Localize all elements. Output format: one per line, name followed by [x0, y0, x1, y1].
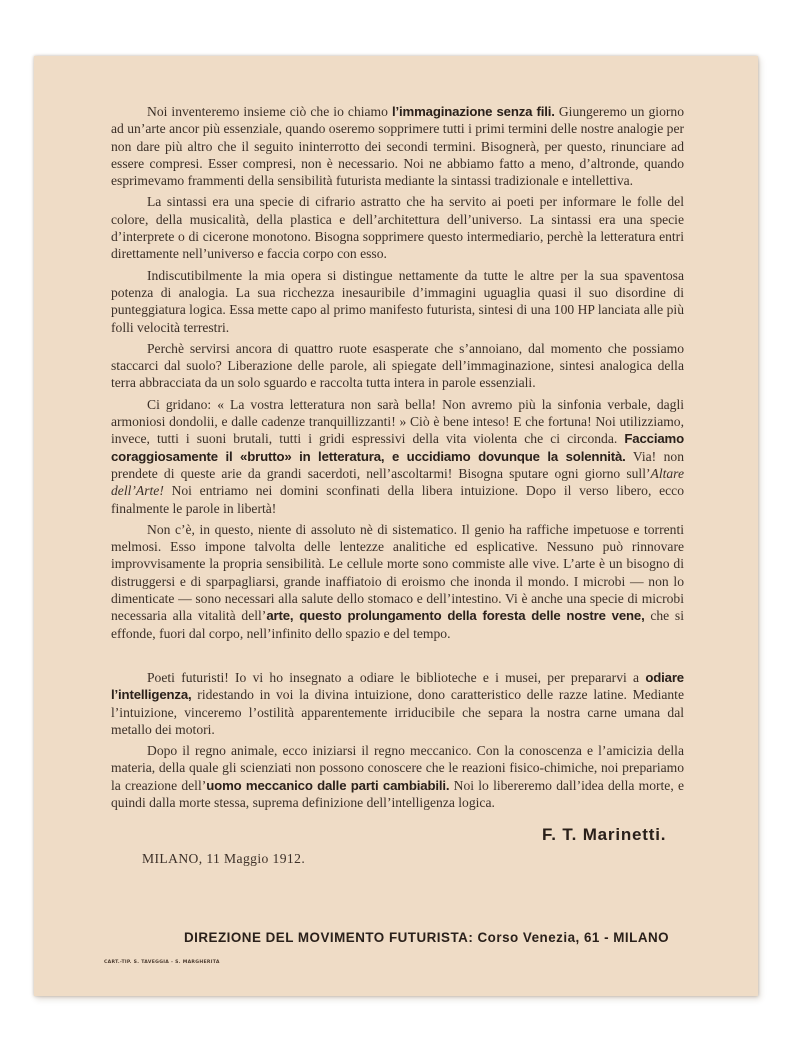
- paragraph: La sintassi era una specie di cifrario astratto che ha servito ai poeti per informare le folle del colore, della musicalità, della plastica e dell’architettura dell’universo. La sintassi era una specie d’interprete o di cicerone monotono. Bisogna sopprimere questo intermediario, perchè la letteratura entri direttamente nell’universo e faccia corpo con esso.: [111, 194, 684, 262]
- paragraph: [111, 742, 684, 811]
- paragraph: [111, 669, 684, 738]
- text-run: Dopo il regno animale, ecco iniziarsi il regno meccanico. Con la conoscenza e l’amicizia della materia, della quale gli scienziati non possono conoscere che le reazioni fisico-chimiche, noi prepariamo la creazione dell’: [111, 743, 684, 793]
- publisher-footer: [184, 930, 670, 945]
- text-run: Non c’è, in questo, niente di assoluto nè di sistematico. Il genio ha raffiche impetuose e torrenti melmosi. Esso impone talvolta delle lentezze analitiche ed esplicative. Nessuno può rinnovare improvvisamente la propria sensibilità. Le cellule morte sono commiste alle vive. L’arte è un bisogno di distruggersi e di sparpagliarsi, grande inaffiatoio di eroismo che inonda il mondo. I microbi — non lo dimenticate — sono necessari alla salute dello stomaco e dell’intestino. Vi è anche una specie di microbi necessaria alla vitalità dell’: [111, 521, 684, 624]
- italic-run: Altare dell’Arte!: [111, 465, 684, 499]
- footer-address: Corso Venezia, 61 - MILANO: [473, 930, 670, 945]
- manifesto-sheet: [34, 56, 758, 996]
- emphasis-run: odiare l’intelligenza,: [111, 669, 684, 703]
- text-run: Poeti futuristi! Io vi ho insegnato a odiare le biblioteche e i musei, per prepararvi a: [147, 669, 646, 685]
- paragraph: [111, 103, 684, 189]
- text-run: Noi lo libereremo dall’idea della morte, e quindi dalla morte stessa, suprema definizione dell’intelligenza logica.: [111, 777, 684, 810]
- paragraph: Indiscutibilmente la mia opera si distingue nettamente da tutte le altre per la sua spaventosa potenza di analogia. La sua ricchezza inesauribile d’immagini uguaglia quasi il suo disordine di punteggiatura logica. Essa mette capo al primo manifesto futurista, sintesi di una 100 HP lanciata alle più folli velocità terrestri.: [111, 267, 684, 335]
- emphasis-run: l’immaginazione senza fili.: [391, 104, 555, 119]
- text-run: che si effonde, fuori dal corpo, nell’infinito dello spazio e del tempo.: [111, 608, 685, 641]
- footer-organization: DIREZIONE DEL MOVIMENTO FUTURISTA:: [184, 930, 474, 945]
- text-run: Via! non prendete di queste arie da grandi sacerdoti, nell’ascoltarmi! Bisogna sputare ogni giorno sull’: [111, 448, 684, 481]
- text-run: Giungeremo un giorno ad un’arte ancor più essenziale, quando oseremo sopprimere tutti i primi termini delle nostre analogie per non dare più altro che il seguito ininterrotto dei secondi termini. Bisognerà, per questo, rinunciare ad essere compresi. Esser compresi, non è necessario. Noi ne abbiamo fatto a meno, d’altronde, quando esprimevamo frammenti della sensibilità futurista mediante la sintassi tradizionale e intellettiva.: [111, 104, 685, 189]
- manifesto-body: [111, 103, 684, 815]
- paragraph: Perchè servirsi ancora di quattro ruote esasperate che s’annoiano, dal momento che possiamo staccarci dal suolo? Liberazione delle parole, ali spiegate dell’immaginazione, sintesi analogica della terra abbracciata da un solo sguardo e raccolta tutta intera in parole essenziali.: [111, 340, 684, 391]
- emphasis-run: arte, questo prolungamento della foresta delle nostre vene,: [266, 608, 645, 624]
- text-run: Noi inventeremo insieme ciò che io chiamo: [147, 104, 392, 119]
- emphasis-run: uomo meccanico dalle parti cambiabili.: [206, 777, 450, 793]
- place-date: MILANO, 11 Maggio 1912.: [142, 851, 306, 866]
- text-run: Ci gridano: « La vostra letteratura non sarà bella! Non avremo più la sinfonia verbale, dagli armoniosi dondolii, e dalle cadenze tranquillizzanti! » Ciò è bene inteso! E che fortuna! Noi utilizziamo, invece, tutti i suoni brutali, tutti i gridi espressivi della vita violenta che ci circonda.: [111, 396, 684, 447]
- printer-imprint: CART.-TIP. S. TAVEGGIA - S. MARGHERITA: [104, 960, 220, 965]
- paragraph: [111, 396, 684, 517]
- text-run: Noi entriamo nei domini sconfinati della libera intuizione. Dopo il verso libero, ecco finalmente le parole in libertà!: [111, 483, 684, 516]
- author-signature: F. T. Marinetti.: [542, 825, 667, 844]
- text-run: ridestando in voi la divina intuizione, dono caratteristico delle razze latine. Mediante l’intuizione, vinceremo l’ostilità apparentemente irriducibile che separa la nostra carne umana dal metallo dei motori.: [111, 687, 684, 737]
- paragraph: [111, 521, 684, 642]
- emphasis-run: Facciamo coraggiosamente il «brutto» in letteratura, e uccidiamo dovunque la solennità.: [111, 431, 684, 464]
